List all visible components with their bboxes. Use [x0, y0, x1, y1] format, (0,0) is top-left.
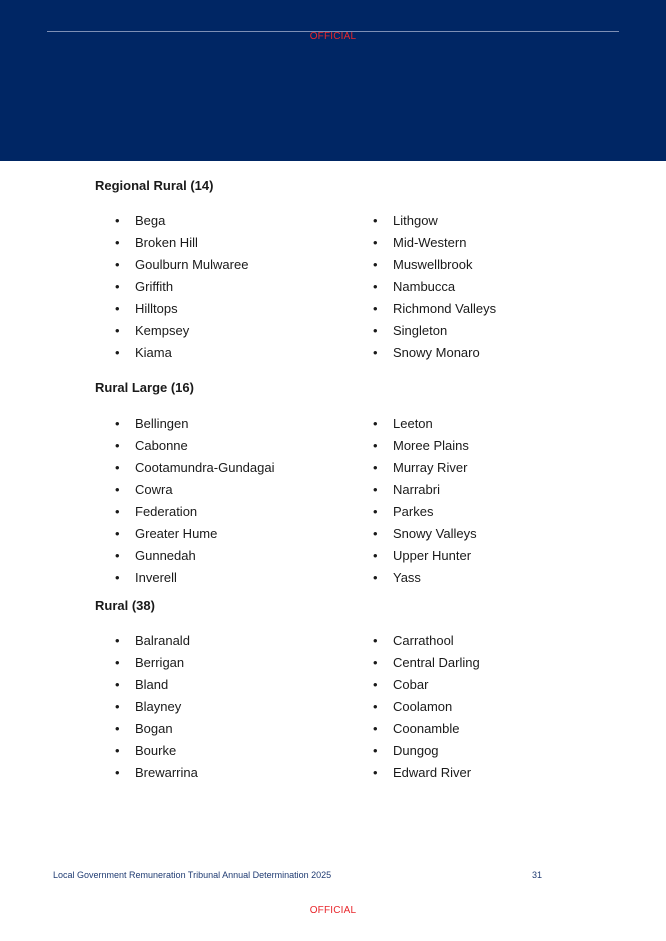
bullet-icon: • [373, 699, 378, 714]
section-list-right [373, 633, 480, 787]
list-item: • Carrathool [373, 633, 454, 648]
list-item: • Lithgow [373, 213, 438, 228]
list-item: • Inverell [115, 570, 177, 585]
bullet-icon: • [115, 743, 120, 758]
bullet-icon: • [115, 721, 120, 736]
classification-label-top: OFFICIAL [309, 31, 357, 42]
bullet-icon: • [373, 743, 378, 758]
bullet-icon: • [115, 279, 120, 294]
list-item: • Singleton [373, 323, 448, 338]
list-item: • Snowy Monaro [373, 345, 480, 360]
footer-document-title: Local Government Remuneration Tribunal Annual Determination 2025 [53, 870, 332, 880]
list-item: • Hilltops [115, 301, 178, 316]
bullet-icon: • [115, 416, 120, 431]
bullet-icon: • [115, 570, 120, 585]
bullet-icon: • [373, 416, 378, 431]
bullet-icon: • [115, 257, 120, 272]
bullet-icon: • [115, 235, 120, 250]
list-item: • Goulburn Mulwaree [115, 257, 249, 272]
list-item: • Richmond Valleys [373, 301, 497, 316]
bullet-icon: • [115, 655, 120, 670]
list-item: • Leeton [373, 416, 433, 431]
list-item: • Cootamundra-Gundagai [115, 460, 275, 475]
section-heading-regional-rural: Regional Rural (14) [95, 178, 214, 193]
list-item: • Berrigan [115, 655, 185, 670]
bullet-icon: • [115, 323, 120, 338]
bullet-icon: • [373, 235, 378, 250]
list-item: • Broken Hill [115, 235, 198, 250]
list-item: • Mid-Western [373, 235, 467, 250]
section-heading-rural: Rural (38) [95, 598, 155, 613]
list-item: • Upper Hunter [373, 548, 472, 563]
bullet-icon: • [115, 765, 120, 780]
bullet-icon: • [373, 213, 378, 228]
bullet-icon: • [115, 548, 120, 563]
bullet-icon: • [373, 765, 378, 780]
bullet-icon: • [115, 460, 120, 475]
list-item: • Griffith [115, 279, 174, 294]
section-list-right [373, 213, 496, 367]
bullet-icon: • [373, 721, 378, 736]
list-item: • Nambucca [373, 279, 456, 294]
bullet-icon: • [115, 213, 120, 228]
list-item: • Federation [115, 504, 198, 519]
section-list-left [115, 213, 248, 367]
list-item: • Muswellbrook [373, 257, 473, 272]
bullet-icon: • [373, 504, 378, 519]
bullet-icon: • [373, 345, 378, 360]
list-item: • Narrabri [373, 482, 440, 497]
section-list-right [373, 416, 477, 592]
footer-page-number: 31 [532, 870, 543, 880]
bullet-icon: • [373, 548, 378, 563]
list-item: • Parkes [373, 504, 434, 519]
bullet-icon: • [373, 301, 378, 316]
bullet-icon: • [373, 279, 378, 294]
list-item: • Brewarrina [115, 765, 198, 780]
bullet-icon: • [115, 482, 120, 497]
list-item: • Moree Plains [373, 438, 469, 453]
list-item: • Bega [115, 213, 166, 228]
list-item: • Coonamble [373, 721, 460, 736]
bullet-icon: • [373, 438, 378, 453]
bullet-icon: • [115, 504, 120, 519]
list-item: • Dungog [373, 743, 439, 758]
list-item: • Snowy Valleys [373, 526, 477, 541]
list-item: • Gunnedah [115, 548, 196, 563]
bullet-icon: • [373, 677, 378, 692]
list-item: • Blayney [115, 699, 182, 714]
bullet-icon: • [115, 345, 120, 360]
list-item: • Central Darling [373, 655, 480, 670]
list-item: • Edward River [373, 765, 472, 780]
bullet-icon: • [373, 570, 378, 585]
bullet-icon: • [373, 482, 378, 497]
list-item: • Cabonne [115, 438, 188, 453]
list-item: • Coolamon [373, 699, 453, 714]
list-item: • Cowra [115, 482, 173, 497]
section-list-left [115, 416, 274, 592]
list-item: • Bourke [115, 743, 177, 758]
bullet-icon: • [373, 655, 378, 670]
list-item: • Cobar [373, 677, 429, 692]
list-item: • Balranald [115, 633, 190, 648]
list-item: • Bland [115, 677, 169, 692]
list-item: • Yass [373, 570, 421, 585]
bullet-icon: • [373, 460, 378, 475]
list-item: • Murray River [373, 460, 468, 475]
bullet-icon: • [373, 526, 378, 541]
header-banner [0, 0, 666, 161]
bullet-icon: • [115, 301, 120, 316]
section-heading-rural-large: Rural Large (16) [95, 380, 194, 395]
bullet-icon: • [373, 323, 378, 338]
classification-label-bottom: OFFICIAL [309, 905, 357, 916]
bullet-icon: • [115, 633, 120, 648]
bullet-icon: • [115, 699, 120, 714]
bullet-icon: • [373, 257, 378, 272]
bullet-icon: • [115, 438, 120, 453]
list-item: • Bellingen [115, 416, 189, 431]
list-item: • Greater Hume [115, 526, 218, 541]
section-list-left [115, 633, 198, 787]
list-item: • Kempsey [115, 323, 190, 338]
bullet-icon: • [115, 677, 120, 692]
list-item: • Bogan [115, 721, 173, 736]
list-item: • Kiama [115, 345, 172, 360]
bullet-icon: • [115, 526, 120, 541]
bullet-icon: • [373, 633, 378, 648]
